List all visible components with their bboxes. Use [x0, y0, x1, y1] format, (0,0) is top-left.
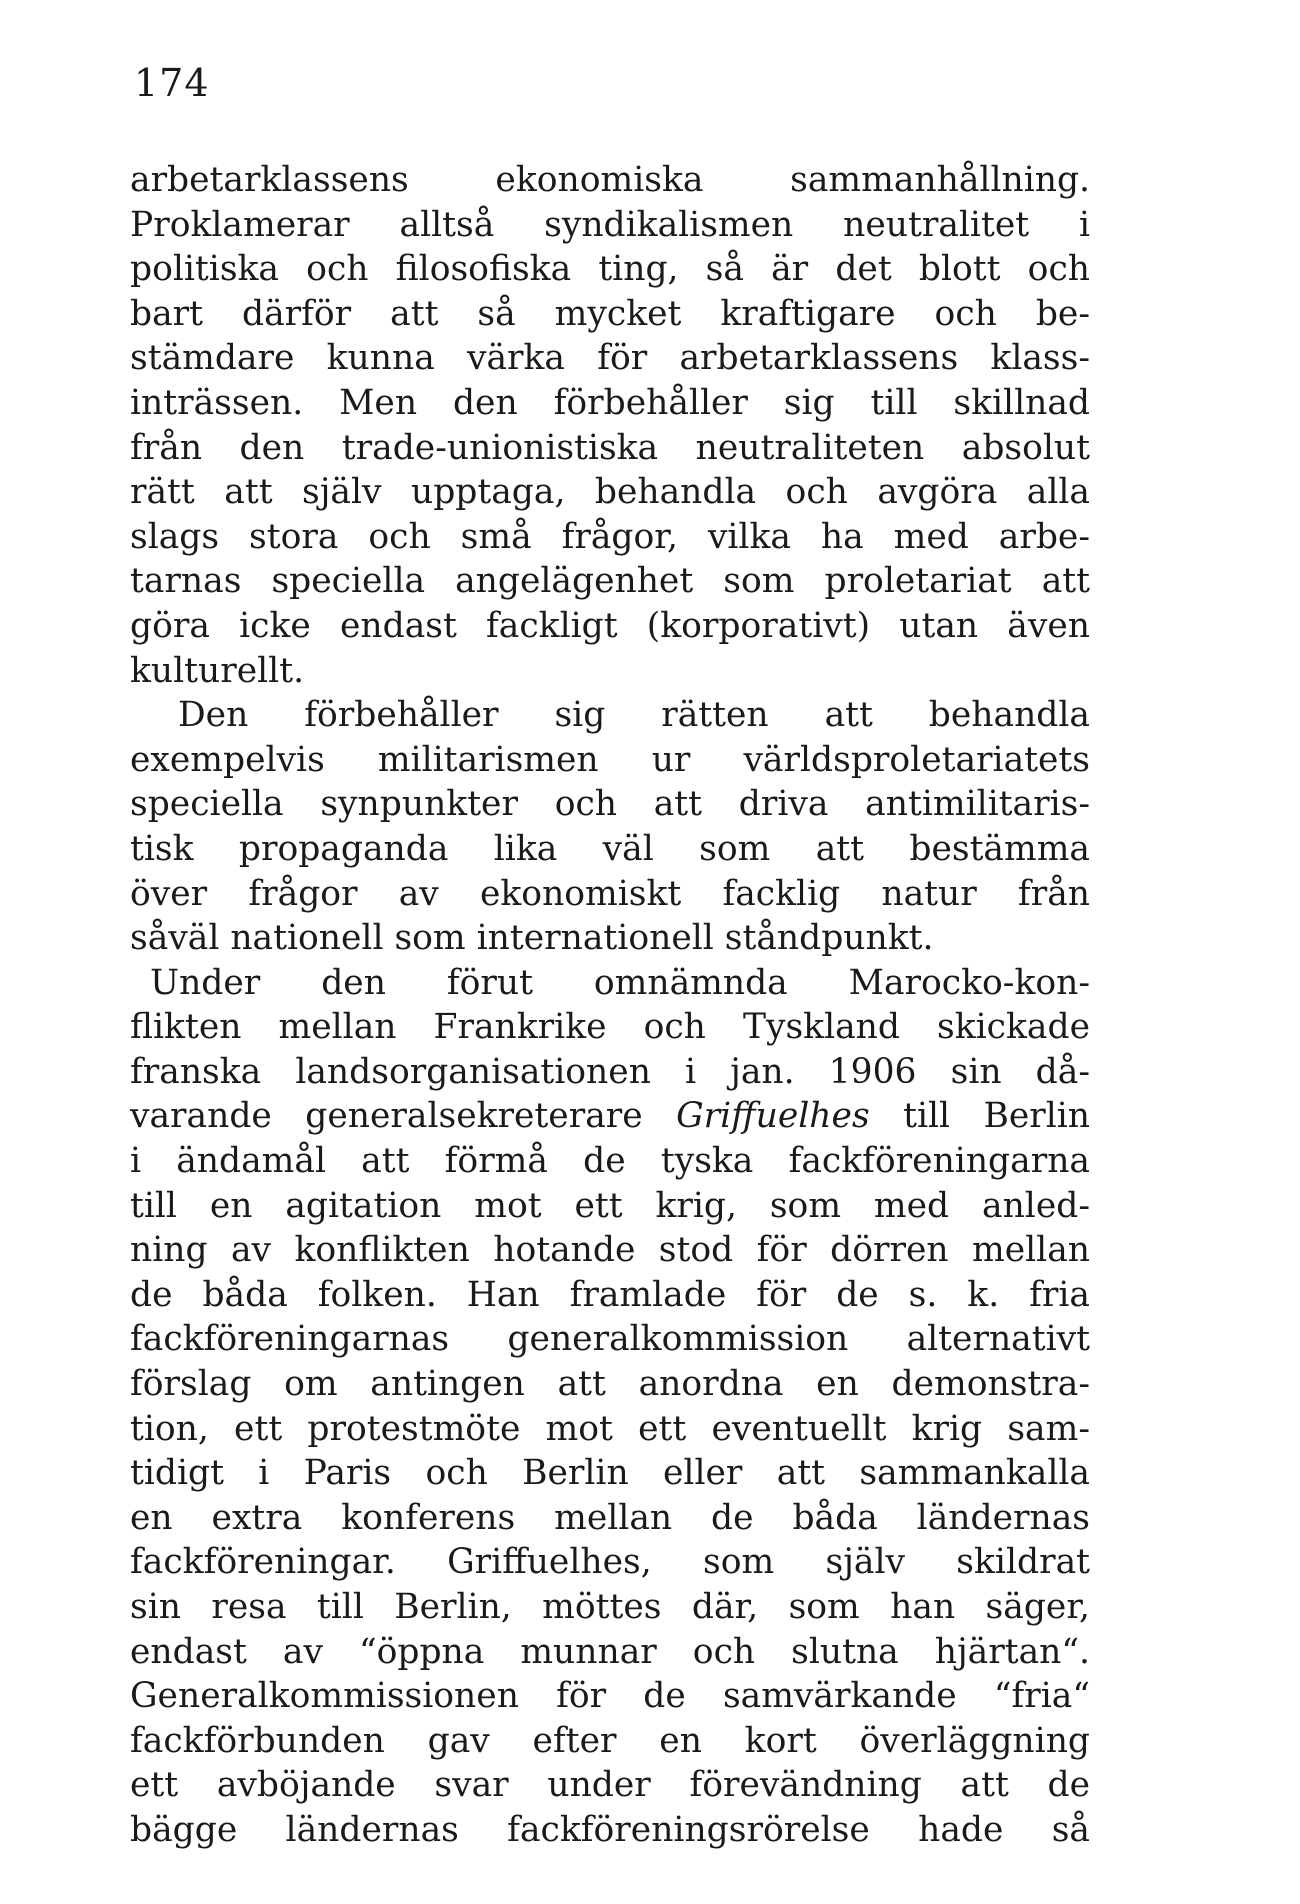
text-line: Generalkommissionen för de samvärkande “fria“: [130, 1676, 1090, 1717]
text-line: Under den förut omnämnda Marocko-kon-: [150, 962, 1090, 1003]
text-line: ett avböjande svar under förevändning att de: [130, 1765, 1090, 1806]
text-segment: till Berlin: [903, 1096, 1090, 1137]
text-line: över frågor av ekonomiskt facklig natur från: [130, 873, 1090, 914]
text-line: från den trade-unionistiska neutraliteten absolut: [130, 427, 1090, 468]
text-line: Den förbehåller sig rätten att behandla: [178, 695, 1090, 736]
text-line: slags stora och små frågor, vilka ha med arbe-: [130, 516, 1090, 557]
text-line: tarnas speciella angelägenhet som proletariat att: [130, 561, 1090, 602]
text-line: tidigt i Paris och Berlin eller att sammankalla: [130, 1453, 1090, 1494]
text-line: stämdare kunna värka för arbetarklassens klass-: [130, 338, 1090, 379]
text-line: politiska och filosofiska ting, så är det blott och: [130, 249, 1090, 290]
text-line: Proklamerar alltså syndikalismen neutralitet i: [130, 204, 1090, 245]
text-line: en extra konferens mellan de båda ländernas: [130, 1497, 1090, 1538]
text-line: fackförbunden gav efter en kort överläggning: [130, 1720, 1090, 1761]
text-line: göra icke endast fackligt (korporativt) utan även: [130, 605, 1090, 646]
text-line: fackföreningarnas generalkommission alternativt: [130, 1319, 1090, 1360]
text-line: endast av “öppna munnar och slutna hjärtan“.: [130, 1631, 1090, 1672]
text-line: förslag om antingen att anordna en demonstra-: [130, 1364, 1090, 1405]
text-line-mixed: [130, 1094, 1090, 1139]
italic-name: Griffuelhes: [676, 1096, 870, 1137]
text-line: såväl nationell som internationell ståndpunkt.: [130, 918, 934, 959]
body-text: [130, 158, 1090, 1853]
text-line: tisk propaganda lika väl som att bestämma: [130, 828, 1090, 869]
text-line: bägge ländernas fackföreningsrörelse hade så: [130, 1809, 1090, 1850]
text-line: ning av konflikten hotande stod för dörren mellan: [130, 1230, 1090, 1271]
text-line: arbetarklassens ekonomiska sammanhållning.: [130, 160, 1090, 200]
text-line: inträssen. Men den förbehåller sig till skillnad: [130, 382, 1090, 423]
text-line: tion, ett protestmöte mot ett eventuellt krig sam-: [130, 1408, 1090, 1449]
text-line: i ändamål att förmå de tyska fackföreningarna: [130, 1141, 1090, 1182]
text-segment: varande generalsekreterare: [130, 1096, 643, 1137]
text-line: till en agitation mot ett krig, som med anled-: [130, 1185, 1090, 1226]
text-line: exempelvis militarismen ur världsproletariatets: [130, 739, 1090, 780]
text-line: speciella synpunkter och att driva antimilitaris-: [130, 784, 1090, 825]
text-line: de båda folken. Han framlade för de s. k. fria: [130, 1274, 1090, 1315]
text-line: rätt att själv upptaga, behandla och avgöra alla: [130, 472, 1090, 513]
page-number: 174: [134, 61, 210, 105]
text-line: bart därför att så mycket kraftigare och be-: [130, 293, 1090, 334]
text-line: kulturellt.: [130, 650, 305, 691]
text-line: flikten mellan Frankrike och Tyskland skickade: [130, 1007, 1090, 1048]
text-line: sin resa till Berlin, möttes där, som han säger,: [130, 1587, 1090, 1627]
text-line: fackföreningar. Griffuelhes, som själv skildrat: [130, 1542, 1090, 1583]
text-line: franska landsorganisationen i jan. 1906 sin då-: [130, 1051, 1090, 1092]
